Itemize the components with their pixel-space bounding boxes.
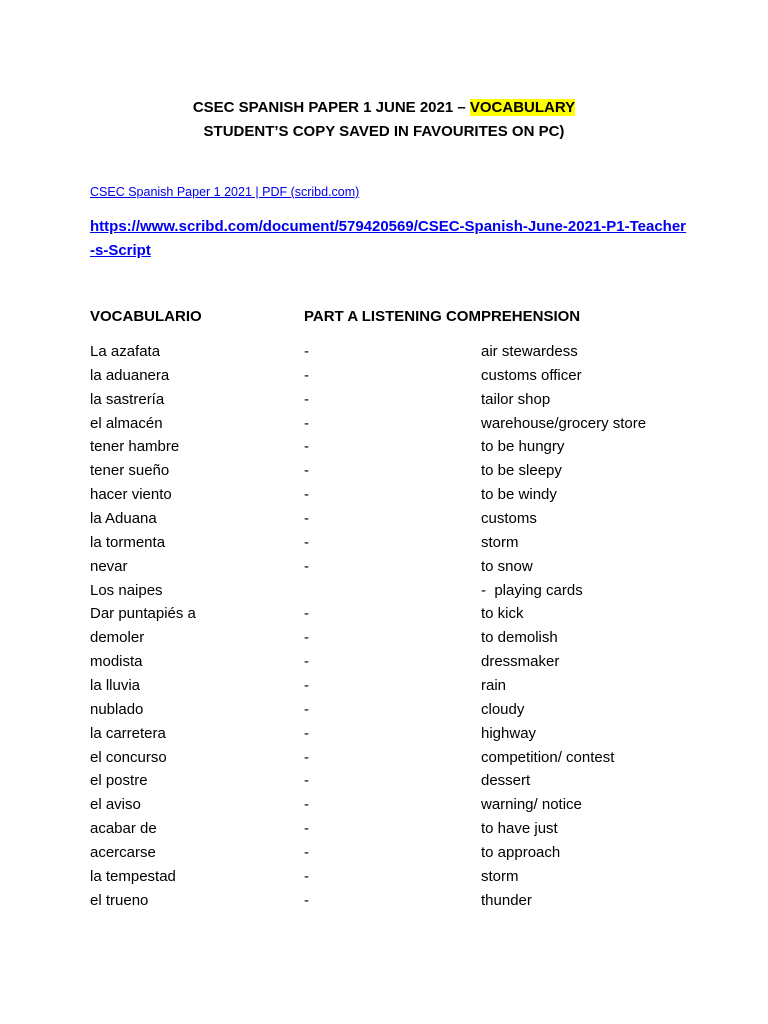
- title-highlight: VOCABULARY: [469, 99, 576, 116]
- vocab-row: [0, 674, 768, 698]
- vocab-row: [0, 435, 768, 459]
- vocab-dash: -: [304, 629, 309, 647]
- vocab-english: to snow: [481, 557, 533, 575]
- vocab-dash: -: [304, 891, 309, 909]
- vocab-spanish: el trueno: [90, 891, 149, 909]
- document-title: [0, 96, 768, 144]
- vocab-spanish: tener sueño: [90, 462, 170, 480]
- vocab-english: thunder: [481, 891, 532, 909]
- vocab-spanish: Dar puntapiés a: [90, 605, 196, 623]
- vocab-spanish: la tormenta: [90, 533, 166, 551]
- vocab-row: [0, 531, 768, 555]
- vocab-row: [0, 698, 768, 722]
- vocab-english: rain: [481, 677, 507, 695]
- vocab-spanish: la lluvia: [90, 677, 141, 695]
- vocab-row: [0, 889, 768, 913]
- vocab-dash: -: [304, 867, 309, 885]
- vocab-english: storm: [481, 867, 519, 885]
- vocab-row: [0, 388, 768, 412]
- vocab-english: highway: [481, 724, 537, 742]
- title-line-2: STUDENT’S COPY SAVED IN FAVOURITES ON PC): [203, 123, 565, 140]
- vocab-dash: -: [304, 653, 309, 671]
- vocab-row: [0, 555, 768, 579]
- vocab-spanish: el postre: [90, 772, 148, 790]
- vocab-spanish: tener hambre: [90, 438, 180, 456]
- vocab-row: [0, 722, 768, 746]
- vocab-english: - playing cards: [481, 581, 583, 599]
- vocab-row: [0, 340, 768, 364]
- vocab-dash: -: [304, 486, 309, 504]
- vocab-english: customs officer: [481, 366, 582, 384]
- vocab-row: [0, 626, 768, 650]
- vocab-english: competition/ contest: [481, 748, 615, 766]
- vocab-dash: -: [304, 605, 309, 623]
- vocab-row: [0, 817, 768, 841]
- vocab-spanish: nevar: [90, 557, 128, 575]
- vocab-row: [0, 769, 768, 793]
- vocab-spanish: nublado: [90, 700, 144, 718]
- vocab-dash: -: [304, 462, 309, 480]
- vocab-dash: -: [304, 844, 309, 862]
- vocab-row: [0, 602, 768, 626]
- vocab-dash: -: [304, 438, 309, 456]
- vocab-dash: -: [304, 414, 309, 432]
- vocab-english: cloudy: [481, 700, 525, 718]
- title-prefix: CSEC SPANISH PAPER 1 JUNE 2021 –: [192, 99, 470, 116]
- vocab-spanish: la sastrería: [90, 390, 165, 408]
- vocab-spanish: modista: [90, 653, 143, 671]
- vocab-spanish: La azafata: [90, 343, 161, 360]
- vocab-dash: -: [304, 820, 309, 838]
- vocab-list: [0, 340, 768, 913]
- vocab-row: [0, 746, 768, 770]
- vocab-dash: -: [304, 510, 309, 528]
- vocab-english: to be hungry: [481, 438, 565, 456]
- vocab-english: customs: [481, 510, 537, 528]
- vocab-spanish: hacer viento: [90, 486, 172, 504]
- vocab-english: to be sleepy: [481, 462, 562, 480]
- vocab-english: storm: [481, 533, 519, 551]
- title-line-1: [0, 96, 768, 120]
- scribd-url-link[interactable]: https://www.scribd.com/document/579420569/CSEC-Spanish-June-2021-P1-Teacher-s-Script: [90, 218, 687, 259]
- vocab-english: dressmaker: [481, 653, 560, 671]
- vocab-row: [0, 841, 768, 865]
- vocab-spanish: Los naipes: [90, 581, 163, 599]
- vocab-dash: -: [304, 677, 309, 695]
- vocab-spanish: demoler: [90, 629, 145, 647]
- vocab-row: [0, 459, 768, 483]
- vocab-spanish: la tempestad: [90, 867, 176, 885]
- vocab-spanish: acercarse: [90, 844, 156, 862]
- vocab-english: to demolish: [481, 629, 558, 647]
- vocab-dash: -: [304, 796, 309, 814]
- vocab-spanish: el aviso: [90, 796, 141, 814]
- vocab-dash: -: [304, 390, 309, 408]
- vocab-dash: -: [304, 724, 309, 742]
- vocab-dash: -: [304, 533, 309, 551]
- vocab-row: [0, 579, 768, 603]
- vocab-dash: -: [304, 366, 309, 384]
- vocab-row: [0, 412, 768, 436]
- vocab-row: [0, 650, 768, 674]
- vocab-spanish: el almacén: [90, 414, 163, 432]
- header-part-a: PART A LISTENING COMPREHENSION: [304, 308, 581, 325]
- vocab-english: air stewardess: [481, 343, 578, 360]
- vocab-row: [0, 483, 768, 507]
- vocab-english: to have just: [481, 820, 558, 838]
- vocab-row: [0, 865, 768, 889]
- vocab-english: to approach: [481, 844, 561, 862]
- vocab-english: warning/ notice: [481, 796, 582, 814]
- vocab-english: warehouse/grocery store: [481, 414, 647, 432]
- vocab-dash: -: [304, 748, 309, 766]
- vocab-spanish: el concurso: [90, 748, 167, 766]
- vocab-dash: -: [304, 772, 309, 790]
- vocab-english: to be windy: [481, 486, 557, 504]
- vocab-row: [0, 793, 768, 817]
- vocab-english: to kick: [481, 605, 524, 623]
- vocab-english: tailor shop: [481, 390, 551, 408]
- vocab-spanish: la carretera: [90, 724, 166, 742]
- vocab-spanish: acabar de: [90, 820, 157, 838]
- vocab-dash: -: [304, 557, 309, 575]
- header-vocabulario: VOCABULARIO: [90, 308, 202, 325]
- vocab-english: dessert: [481, 772, 531, 790]
- scribd-title-link[interactable]: CSEC Spanish Paper 1 2021 | PDF (scribd.com): [90, 185, 360, 199]
- vocab-dash: -: [304, 343, 309, 360]
- vocab-row: [0, 507, 768, 531]
- vocab-row: [0, 364, 768, 388]
- vocab-spanish: la aduanera: [90, 366, 170, 384]
- vocab-dash: -: [304, 700, 309, 718]
- vocab-spanish: la Aduana: [90, 510, 157, 528]
